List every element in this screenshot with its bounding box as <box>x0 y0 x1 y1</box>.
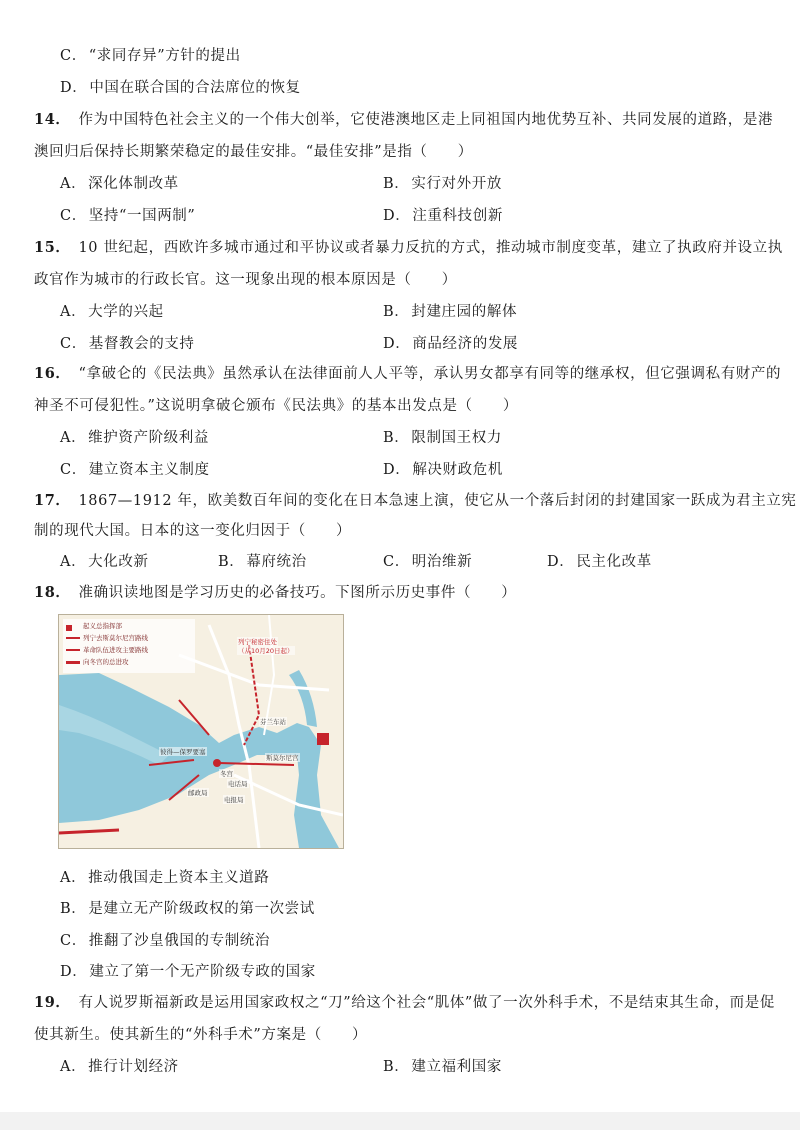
q18-option-d[interactable] <box>60 960 316 981</box>
option-letter: C． <box>60 208 87 224</box>
option-text: 坚持“一国两制” <box>88 208 196 224</box>
question-text: 准确识读地图是学习历史的必备技巧。下图所示历史事件（ ） <box>78 585 517 601</box>
q19-stem-line1 <box>34 991 775 1012</box>
option-letter: B． <box>60 901 87 917</box>
map-legend <box>63 619 195 673</box>
q16-option-b[interactable] <box>383 426 502 447</box>
option-text: “求同存异”方针的提出 <box>88 48 241 64</box>
option-text: 实行对外开放 <box>411 176 502 192</box>
map-label-lenin-hideout: 列宁秘密住处 <box>238 638 277 646</box>
option-text: 基督教会的支持 <box>88 336 195 352</box>
q18-option-b[interactable] <box>60 897 315 918</box>
option-letter: C． <box>60 933 87 949</box>
arrow-line-icon <box>66 649 80 651</box>
option-letter: D． <box>60 80 88 96</box>
petrograd-uprising-map <box>58 614 344 849</box>
q17-stem-line1 <box>34 489 797 510</box>
winter-palace-marker <box>213 759 221 767</box>
dashed-line-icon <box>66 637 80 639</box>
road <box>234 775 343 815</box>
route-arrow <box>59 830 119 833</box>
option-letter: D． <box>383 336 411 352</box>
river-upper <box>289 670 317 727</box>
option-text: 注重科技创新 <box>412 208 503 224</box>
q14-stem-line1 <box>34 108 773 129</box>
q14-option-b[interactable] <box>383 172 502 193</box>
q15-option-c[interactable] <box>60 332 195 353</box>
option-letter: A． <box>60 304 87 320</box>
option-text: 建立福利国家 <box>411 1059 502 1075</box>
question-number: 14． <box>34 111 71 128</box>
option-text: 推行计划经济 <box>88 1059 179 1075</box>
option-text: 明治维新 <box>411 554 473 570</box>
map-label-date: （从10月20日起） <box>238 647 294 655</box>
q18-option-c[interactable] <box>60 929 270 950</box>
option-text: 限制国王权力 <box>411 430 502 446</box>
q19-option-a[interactable] <box>60 1055 179 1076</box>
option-letter: B． <box>383 430 410 446</box>
option-text: 幕府统治 <box>246 554 307 570</box>
option-letter: B． <box>218 554 245 570</box>
map-label-fortress: 彼得—保罗要塞 <box>160 748 206 756</box>
question-number: 15． <box>34 239 71 256</box>
question-text: 作为中国特色社会主义的一个伟大创举，它使港澳地区走上同祖国内地优势互补、共同发展的道路，是港 <box>78 112 774 128</box>
question-text: “拿破仑的《民法典》虽然承认在法律面前人人平等，承认男女都享有同等的继承权，但它强调私有财产的 <box>78 366 782 382</box>
q15-option-a[interactable] <box>60 300 164 321</box>
flag-icon <box>66 625 72 631</box>
q15-stem-line1 <box>34 236 783 257</box>
question-text: 1867—1912 年，欧美数百年间的变化在日本急速上演，使它从一个落后封闭的封建国家一跃成为君主立宪 <box>78 493 797 509</box>
option-letter: C． <box>60 336 87 352</box>
question-number: 16． <box>34 365 71 382</box>
option-letter: A． <box>60 176 87 192</box>
option-letter: C． <box>60 48 87 64</box>
option-letter: A． <box>60 1059 87 1075</box>
q17-option-c[interactable] <box>383 550 472 571</box>
q16-option-d[interactable] <box>383 458 503 479</box>
smolny-marker <box>317 733 329 745</box>
q16-option-a[interactable] <box>60 426 209 447</box>
option-letter: B． <box>383 176 410 192</box>
q16-stem-line2: 神圣不可侵犯性。”这说明拿破仑颁布《民法典》的基本出发点是（ ） <box>34 398 518 414</box>
option-letter: C． <box>60 462 87 478</box>
question-text: 10 世纪起，西欧许多城市通过和平协议或者暴力反抗的方式，推动城市制度变革，建立了执政府并设立执 <box>78 240 783 256</box>
q17-stem-line2: 制的现代大国。日本的这一变化归因于（ ） <box>34 523 352 539</box>
option-letter: C． <box>383 554 410 570</box>
option-letter: B． <box>383 1059 410 1075</box>
option-text: 封建庄园的解体 <box>411 304 518 320</box>
option-text: 商品经济的发展 <box>412 336 519 352</box>
legend-item: 革命队伍进攻主要路线 <box>83 646 148 654</box>
map-label-smolny: 斯莫尔尼宫 <box>266 754 299 762</box>
legend-item: 列宁去斯莫尔尼宫路线 <box>83 634 148 642</box>
option-text: 解决财政危机 <box>412 462 503 478</box>
q15-option-b[interactable] <box>383 300 517 321</box>
q13-option-d[interactable] <box>60 76 301 97</box>
map-label-telegraph: 电报局 <box>224 796 244 804</box>
option-letter: A． <box>60 554 87 570</box>
question-number: 17． <box>34 492 71 509</box>
q15-stem-line2: 政官作为城市的行政长官。这一现象出现的根本原因是（ ） <box>34 272 457 288</box>
map-label-post: 邮政局 <box>188 789 208 797</box>
map-label-telephone: 电话局 <box>228 780 248 788</box>
thick-arrow-icon <box>66 661 80 664</box>
option-text: 大学的兴起 <box>88 304 164 320</box>
q15-option-d[interactable] <box>383 332 518 353</box>
map-label-winter-palace: 冬宫 <box>220 770 233 778</box>
option-letter: A． <box>60 870 87 886</box>
option-text: 是建立无产阶级政权的第一次尝试 <box>88 901 315 917</box>
q18-stem-line1 <box>34 581 516 602</box>
option-text: 推动俄国走上资本主义道路 <box>88 870 270 886</box>
q19-option-b[interactable] <box>383 1055 502 1076</box>
map-label-station: 芬兰车站 <box>260 718 286 726</box>
option-letter: B． <box>383 304 410 320</box>
option-letter: D． <box>60 964 88 980</box>
question-number: 18． <box>34 584 71 601</box>
option-text: 大化改新 <box>88 554 149 570</box>
q17-option-b[interactable] <box>218 550 307 571</box>
question-number: 19． <box>34 994 71 1011</box>
q14-option-d[interactable] <box>383 204 503 225</box>
option-text: 建立了第一个无产阶级专政的国家 <box>89 964 316 980</box>
option-letter: A． <box>60 430 87 446</box>
q14-option-a[interactable] <box>60 172 179 193</box>
q13-option-c[interactable] <box>60 44 241 65</box>
page-bottom-band <box>0 1112 800 1130</box>
q18-option-a[interactable] <box>60 866 269 887</box>
option-text: 民主化改革 <box>576 554 652 570</box>
option-text: 建立资本主义制度 <box>88 462 210 478</box>
question-text: 有人说罗斯福新政是运用国家政权之“刀”给这个社会“肌体”做了一次外科手术，不是结束其生命，而是促 <box>78 995 775 1011</box>
option-letter: D． <box>383 462 411 478</box>
legend-item: 起义总指挥部 <box>83 622 122 630</box>
q14-stem-line2: 澳回归后保持长期繁荣稳定的最佳安排。“最佳安排”是指（ ） <box>34 144 473 160</box>
q19-stem-line2: 使其新生。使其新生的“外科手术”方案是（ ） <box>34 1027 368 1043</box>
q17-option-a[interactable] <box>60 550 149 571</box>
legend-item: 向冬宫的总进攻 <box>83 658 129 666</box>
q14-option-c[interactable] <box>60 204 195 225</box>
q17-option-d[interactable] <box>547 550 652 571</box>
option-text: 中国在联合国的合法席位的恢复 <box>89 80 301 96</box>
option-text: 推翻了沙皇俄国的专制统治 <box>88 933 270 949</box>
q16-stem-line1 <box>34 362 781 383</box>
option-letter: D． <box>547 554 575 570</box>
option-text: 维护资产阶级利益 <box>88 430 209 446</box>
option-text: 深化体制改革 <box>88 176 179 192</box>
q16-option-c[interactable] <box>60 458 210 479</box>
option-letter: D． <box>383 208 411 224</box>
